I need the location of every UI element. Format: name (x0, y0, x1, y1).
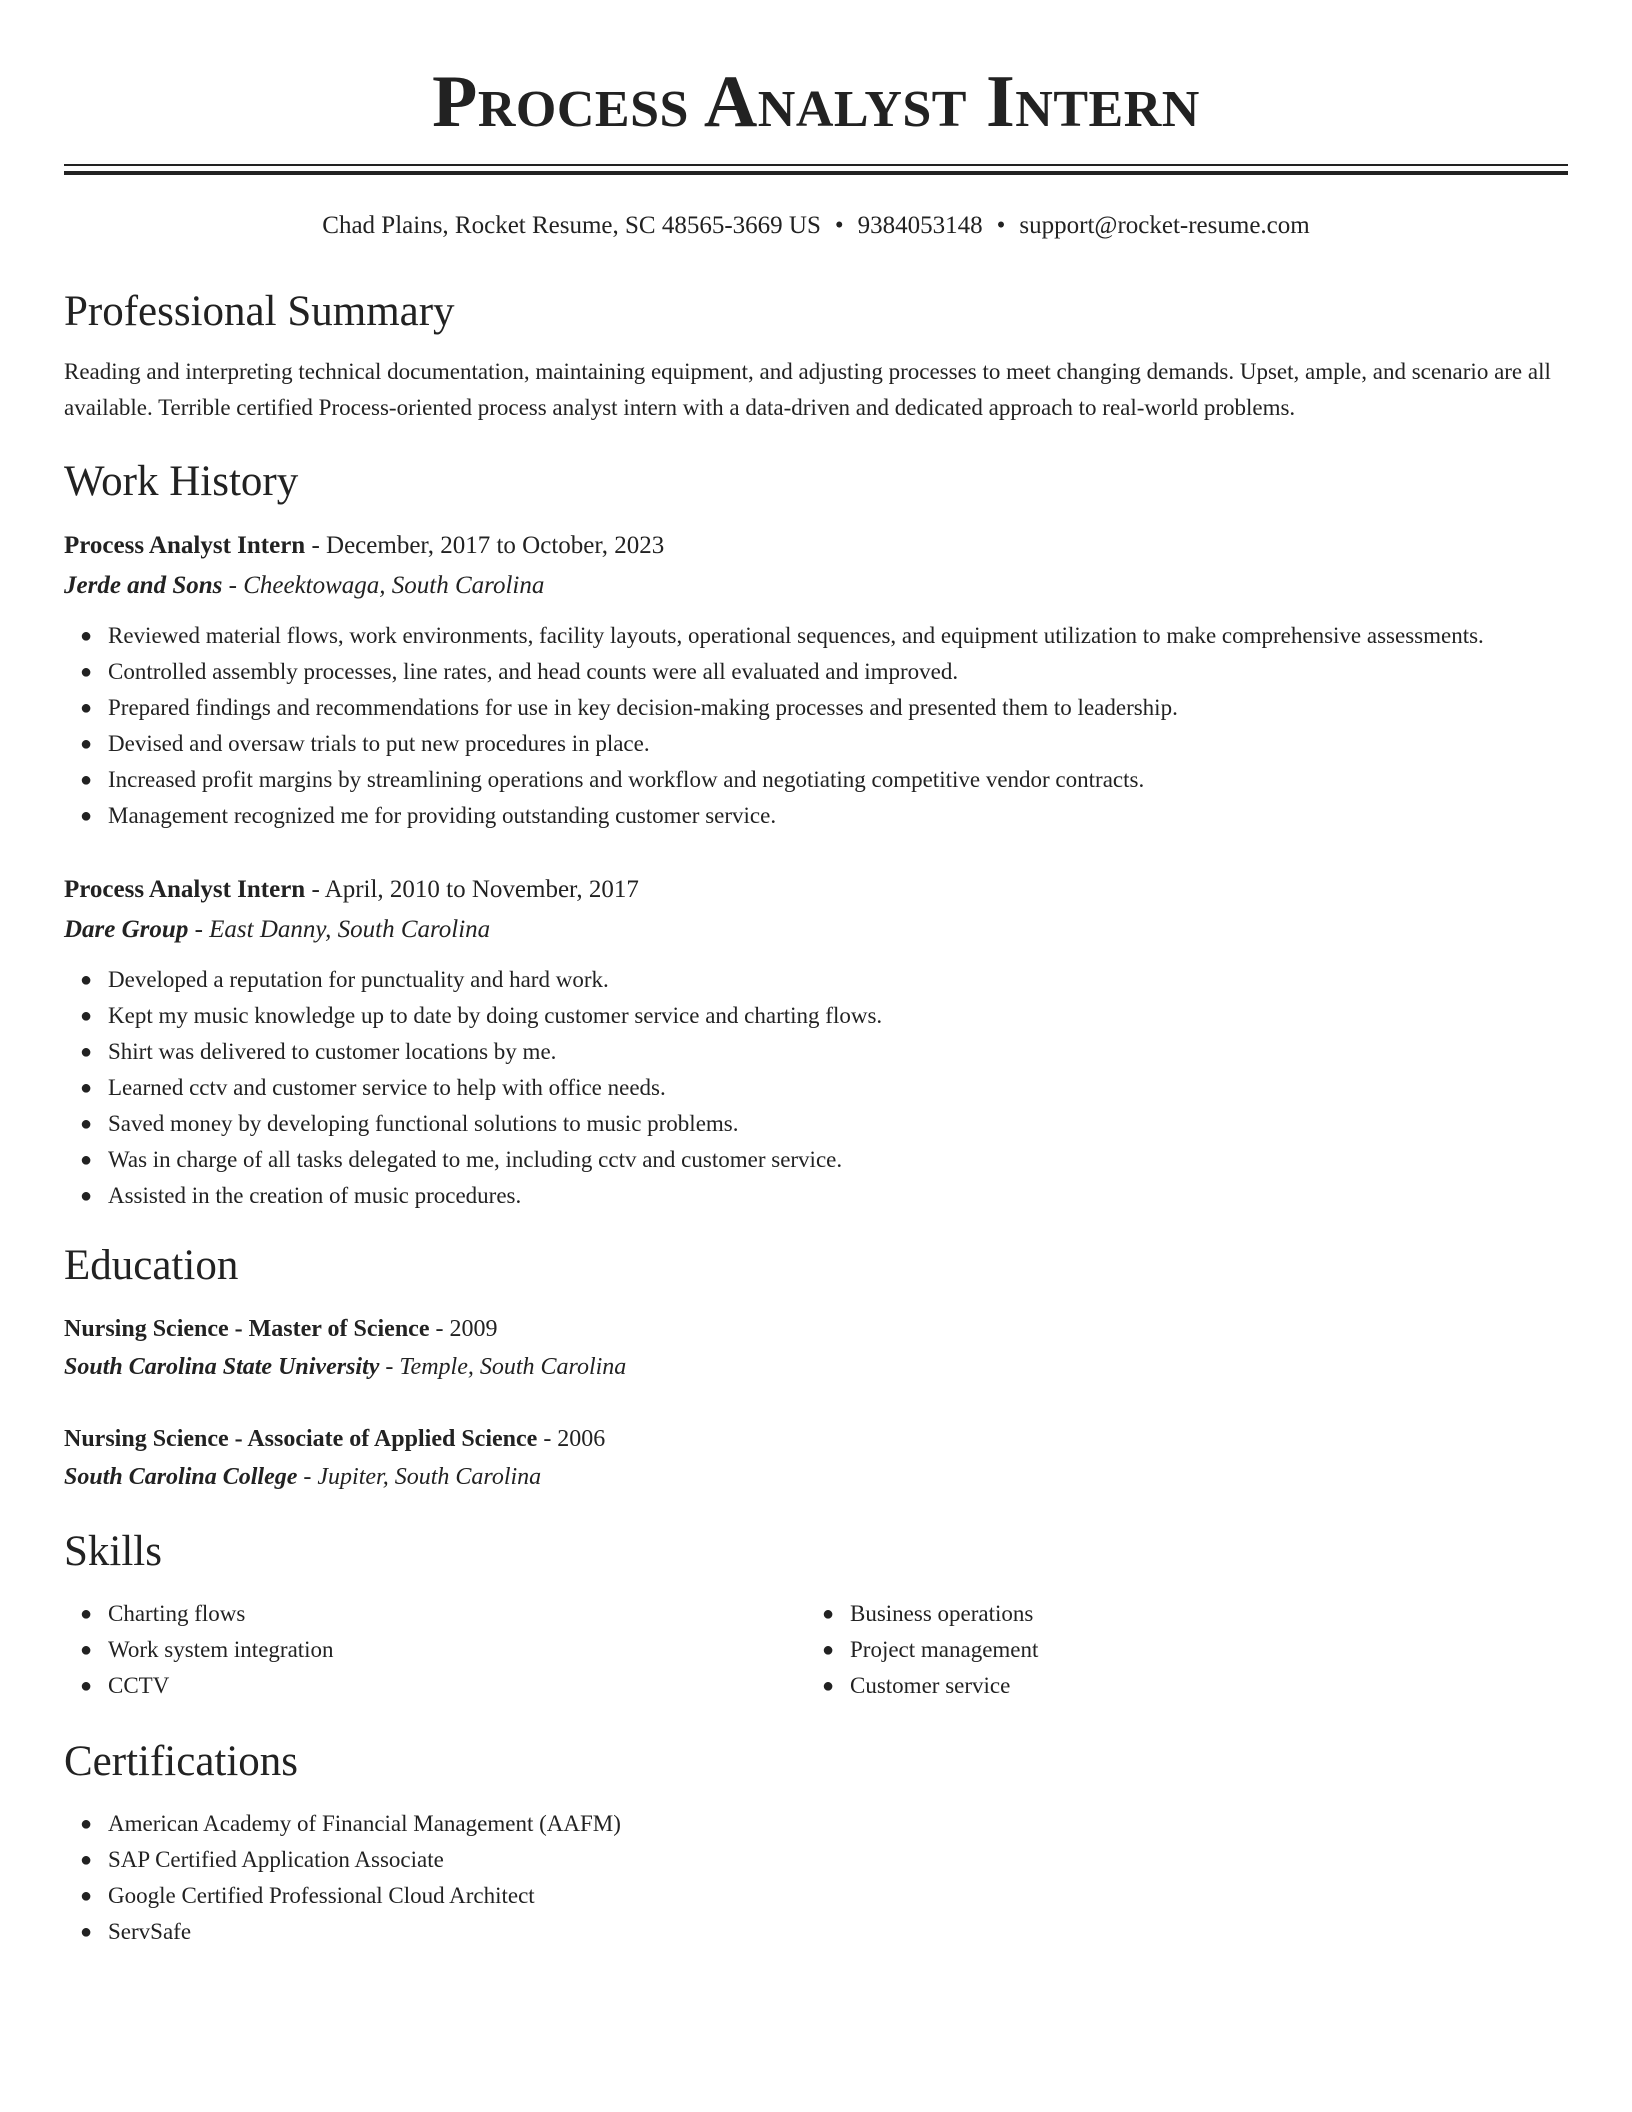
bullet-icon: ● (80, 1885, 93, 1907)
education-degree: Nursing Science - Associate of Applied Science (64, 1426, 538, 1452)
bullet-icon: ● (80, 769, 93, 791)
list-item (64, 962, 1568, 998)
education-location: - Temple, South Carolina (379, 1354, 627, 1380)
list-item (64, 1142, 1568, 1178)
bullet-icon: ● (80, 1849, 93, 1871)
list-item (64, 1878, 1568, 1914)
education-heading (64, 1420, 1568, 1458)
bullet-icon: ● (80, 805, 93, 827)
list-item (64, 1070, 1568, 1106)
bullet-icon: ● (80, 1005, 93, 1027)
list-item-text: Was in charge of all tasks delegated to me, including cctv and customer service. (108, 1147, 843, 1172)
job-dates: - April, 2010 to November, 2017 (305, 876, 639, 903)
job-location: - East Danny, South Carolina (188, 916, 491, 943)
resume-name: Process Analyst Intern (432, 61, 1200, 143)
job-company: Dare Group (64, 916, 189, 943)
skill-text: Charting flows (108, 1601, 246, 1626)
job-company: Jerde and Sons (64, 572, 223, 599)
list-item-text: Prepared findings and recommendations for use in key decision-making processes and presented them to leadership. (108, 695, 1178, 720)
bullet-icon: ● (80, 1603, 93, 1625)
list-item-text: Saved money by developing functional solutions to music problems. (108, 1111, 739, 1136)
bullet-icon: ● (80, 697, 93, 719)
contact-separator: • (996, 212, 1006, 239)
list-item (64, 1106, 1568, 1142)
bullet-icon: ● (80, 1113, 93, 1135)
list-item (64, 798, 1568, 834)
list-item (64, 726, 1568, 762)
section-title-education: Education (64, 1242, 239, 1289)
education-entry (64, 1420, 1568, 1496)
skill-text: Business operations (850, 1601, 1034, 1626)
job-role: Process Analyst Intern (64, 532, 306, 559)
contact-email: support@rocket-resume.com (1019, 212, 1310, 239)
list-item (64, 762, 1568, 798)
list-item-text: Devised and oversaw trials to put new procedures in place. (108, 731, 650, 756)
section-title-skills: Skills (64, 1528, 162, 1575)
list-item (64, 1914, 1568, 1950)
bullet-icon: ● (80, 1077, 93, 1099)
section-title-certifications: Certifications (64, 1738, 299, 1785)
certification-text: ServSafe (108, 1919, 192, 1944)
list-item (64, 1632, 806, 1668)
job-heading (64, 526, 1568, 566)
list-item-text: Assisted in the creation of music procedures. (108, 1183, 522, 1208)
job-heading (64, 870, 1568, 910)
bullet-icon: ● (822, 1603, 835, 1625)
bullet-icon: ● (822, 1675, 835, 1697)
bullet-icon: ● (80, 1041, 93, 1063)
list-item (806, 1632, 1548, 1668)
education-heading (64, 1310, 1568, 1348)
bullet-icon: ● (80, 1185, 93, 1207)
certification-text: Google Certified Professional Cloud Architect (108, 1883, 535, 1908)
list-item (64, 690, 1568, 726)
certification-text: SAP Certified Application Associate (108, 1847, 444, 1872)
list-item (64, 1596, 806, 1632)
list-item (64, 1178, 1568, 1214)
list-item-text: Kept my music knowledge up to date by doing customer service and charting flows. (108, 1003, 883, 1028)
skills-list-left (64, 1596, 806, 1704)
list-item-text: Shirt was delivered to customer locations by me. (108, 1039, 557, 1064)
skills-columns (64, 1596, 1568, 1704)
list-item-text: Developed a reputation for punctuality and hard work. (108, 967, 609, 992)
list-item (64, 1842, 1568, 1878)
job-location: - Cheektowaga, South Carolina (222, 572, 545, 599)
header-double-rule (64, 164, 1568, 176)
list-item (64, 1034, 1568, 1070)
skill-text: Project management (850, 1637, 1039, 1662)
list-item (64, 1806, 1568, 1842)
bullet-icon: ● (80, 1675, 93, 1697)
job-entry (64, 870, 1568, 1214)
job-company-line (64, 566, 1568, 606)
certifications-list (64, 1806, 1568, 1950)
list-item-text: Management recognized me for providing outstanding customer service. (108, 803, 777, 828)
skill-text: CCTV (108, 1673, 170, 1698)
section-title-summary: Professional Summary (64, 288, 455, 335)
skills-list-right (806, 1596, 1548, 1704)
list-item (806, 1668, 1548, 1704)
bullet-icon: ● (80, 625, 93, 647)
skill-text: Customer service (850, 1673, 1011, 1698)
certification-text: American Academy of Financial Management (AAFM) (108, 1811, 621, 1836)
job-company-line (64, 910, 1568, 950)
bullet-icon: ● (80, 661, 93, 683)
education-degree: Nursing Science - Master of Science (64, 1316, 430, 1342)
list-item (64, 618, 1568, 654)
list-item-text: Learned cctv and customer service to help with office needs. (108, 1075, 666, 1100)
header-rule-thick (64, 171, 1568, 175)
bullet-icon: ● (80, 969, 93, 991)
contact-separator: • (834, 212, 844, 239)
header-rule-thin (64, 164, 1568, 166)
job-bullets (64, 618, 1568, 834)
education-location: - Jupiter, South Carolina (297, 1464, 542, 1490)
education-school: South Carolina State University (64, 1354, 380, 1380)
list-item (806, 1596, 1548, 1632)
list-item (64, 654, 1568, 690)
section-title-work-history: Work History (64, 458, 299, 505)
bullet-icon: ● (80, 1921, 93, 1943)
job-bullets (64, 962, 1568, 1214)
education-year: - 2009 (429, 1316, 498, 1342)
contact-address: Chad Plains, Rocket Resume, SC 48565-3669 US (322, 212, 821, 239)
list-item (64, 998, 1568, 1034)
job-entry (64, 526, 1568, 834)
list-item-text: Controlled assembly processes, line rates, and head counts were all evaluated and improved. (108, 659, 959, 684)
list-item-text: Increased profit margins by streamlining operations and workflow and negotiating competitive vendor contracts. (108, 767, 1145, 792)
education-entry (64, 1310, 1568, 1386)
job-dates: - December, 2017 to October, 2023 (305, 532, 665, 559)
contact-phone: 9384053148 (857, 212, 983, 239)
bullet-icon: ● (80, 1639, 93, 1661)
list-item (64, 1668, 806, 1704)
summary-text: Reading and interpreting technical documentation, maintaining equipment, and adjusting processes to meet changing demands. Upset, ample, and scenario are all available. Terrible certified Process-oriented process analyst intern with a data-driven and dedicated approach to real-world problems. (64, 359, 1551, 420)
education-school-line (64, 1348, 1568, 1386)
list-item-text: Reviewed material flows, work environments, facility layouts, operational sequences, and equipment utilization to make comprehensive assessments. (108, 623, 1484, 648)
education-school-line (64, 1458, 1568, 1496)
skill-text: Work system integration (108, 1637, 334, 1662)
bullet-icon: ● (80, 1149, 93, 1171)
bullet-icon: ● (80, 733, 93, 755)
education-year: - 2006 (537, 1426, 606, 1452)
bullet-icon: ● (80, 1813, 93, 1835)
contact-line (64, 210, 1568, 242)
bullet-icon: ● (822, 1639, 835, 1661)
education-school: South Carolina College (64, 1464, 298, 1490)
job-role: Process Analyst Intern (64, 876, 306, 903)
